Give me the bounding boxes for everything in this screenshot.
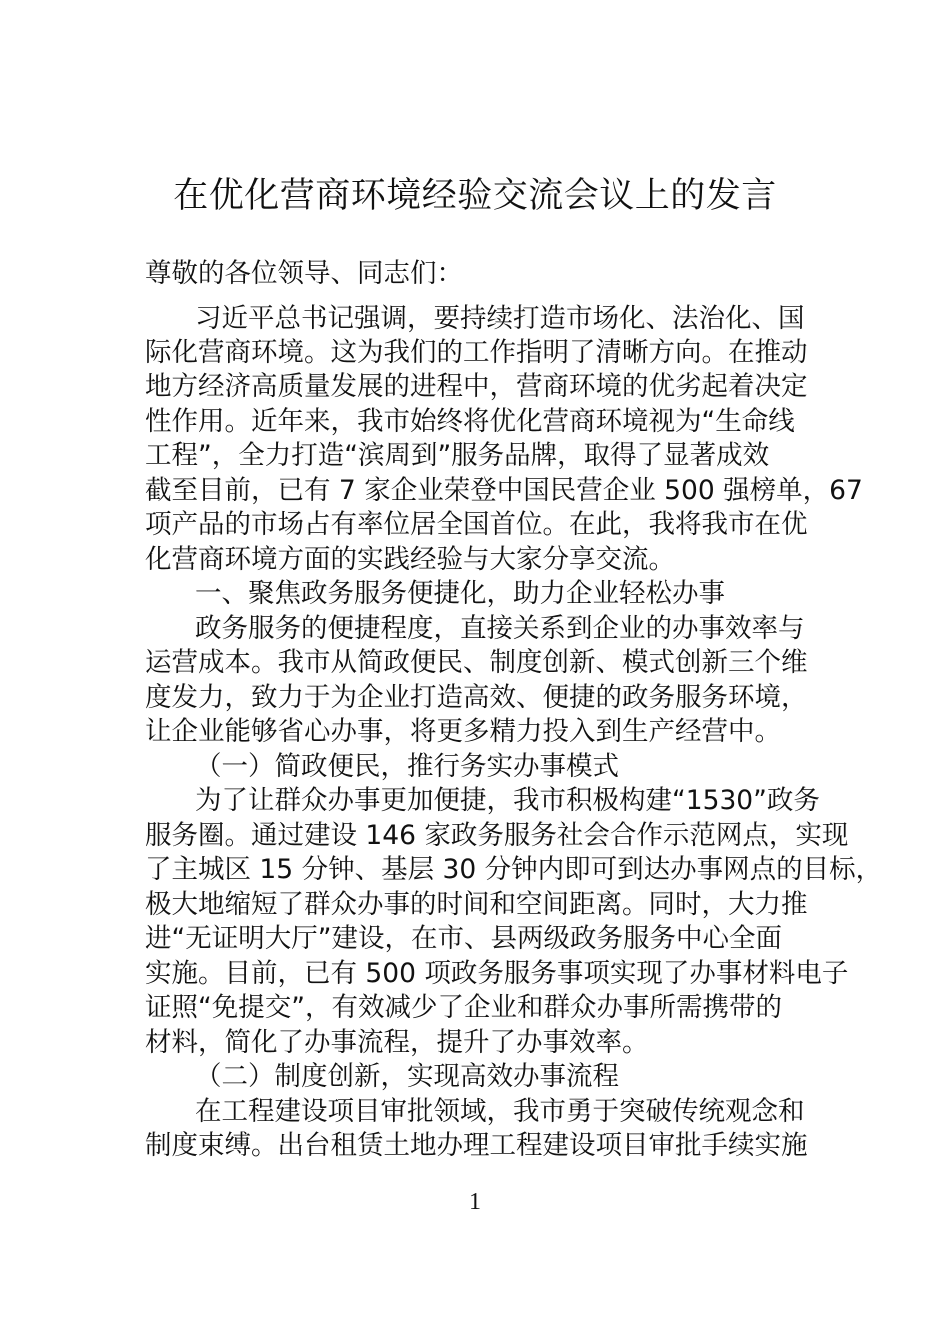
paragraph-line: 工程”，全力打造“滨周到”服务品牌，取得了显著成效	[145, 440, 770, 471]
paragraph-line: 地方经济高质量发展的进程中，营商环境的优劣起着决定	[145, 371, 808, 402]
paragraph-line: 服务圈。通过建设 146 家政务服务社会合作示范网点，实现	[145, 820, 849, 851]
paragraph-line: 政务服务的便捷程度，直接关系到企业的办事效率与	[195, 613, 805, 644]
paragraph-line: 项产品的市场占有率位居全国首位。在此，我将我市在优	[145, 509, 808, 540]
page-number: 1	[469, 1189, 481, 1215]
paragraph-line: 制度束缚。出台租赁土地办理工程建设项目审批手续实施	[145, 1130, 808, 1161]
paragraph-line: 截至目前，已有 7 家企业荣登中国民营企业 500 强榜单，67	[145, 475, 863, 506]
salutation: 尊敬的各位领导、同志们：	[145, 258, 463, 289]
paragraph-line: 际化营商环境。这为我们的工作指明了清晰方向。在推动	[145, 337, 808, 368]
paragraph-line: 运营成本。我市从简政便民、制度创新、模式创新三个维	[145, 647, 808, 678]
subsection-heading: （二）制度创新，实现高效办事流程	[195, 1061, 619, 1092]
paragraph-line: 度发力，致力于为企业打造高效、便捷的政务服务环境，	[145, 682, 808, 713]
paragraph-line: 在工程建设项目审批领域，我市勇于突破传统观念和	[195, 1096, 805, 1127]
paragraph-line: 让企业能够省心办事，将更多精力投入到生产经营中。	[145, 716, 781, 747]
section-heading: 一、聚焦政务服务便捷化，助力企业轻松办事	[195, 578, 725, 609]
paragraph-line: 证照“免提交”，有效减少了企业和群众办事所需携带的	[145, 992, 782, 1023]
paragraph-line: 习近平总书记强调，要持续打造市场化、法治化、国	[195, 303, 805, 334]
paragraph-line: 化营商环境方面的实践经验与大家分享交流。	[145, 544, 675, 575]
paragraph-line: 了主城区 15 分钟、基层 30 分钟内即可到达办事网点的目标，	[145, 854, 883, 885]
paragraph-line: 极大地缩短了群众办事的时间和空间距离。同时，大力推	[145, 889, 808, 920]
paragraph-line: 材料，简化了办事流程，提升了办事效率。	[145, 1027, 649, 1058]
paragraph-line: 为了让群众办事更加便捷，我市积极构建“1530”政务	[195, 785, 820, 816]
document-title: 在优化营商环境经验交流会议上的发言	[173, 176, 777, 216]
paragraph-line: 实施。目前，已有 500 项政务服务事项实现了办事材料电子	[145, 958, 849, 989]
subsection-heading: （一）简政便民，推行务实办事模式	[195, 751, 619, 782]
paragraph-line: 性作用。近年来，我市始终将优化营商环境视为“生命线	[145, 406, 795, 437]
paragraph-line: 进“无证明大厅”建设，在市、县两级政务服务中心全面	[145, 923, 782, 954]
